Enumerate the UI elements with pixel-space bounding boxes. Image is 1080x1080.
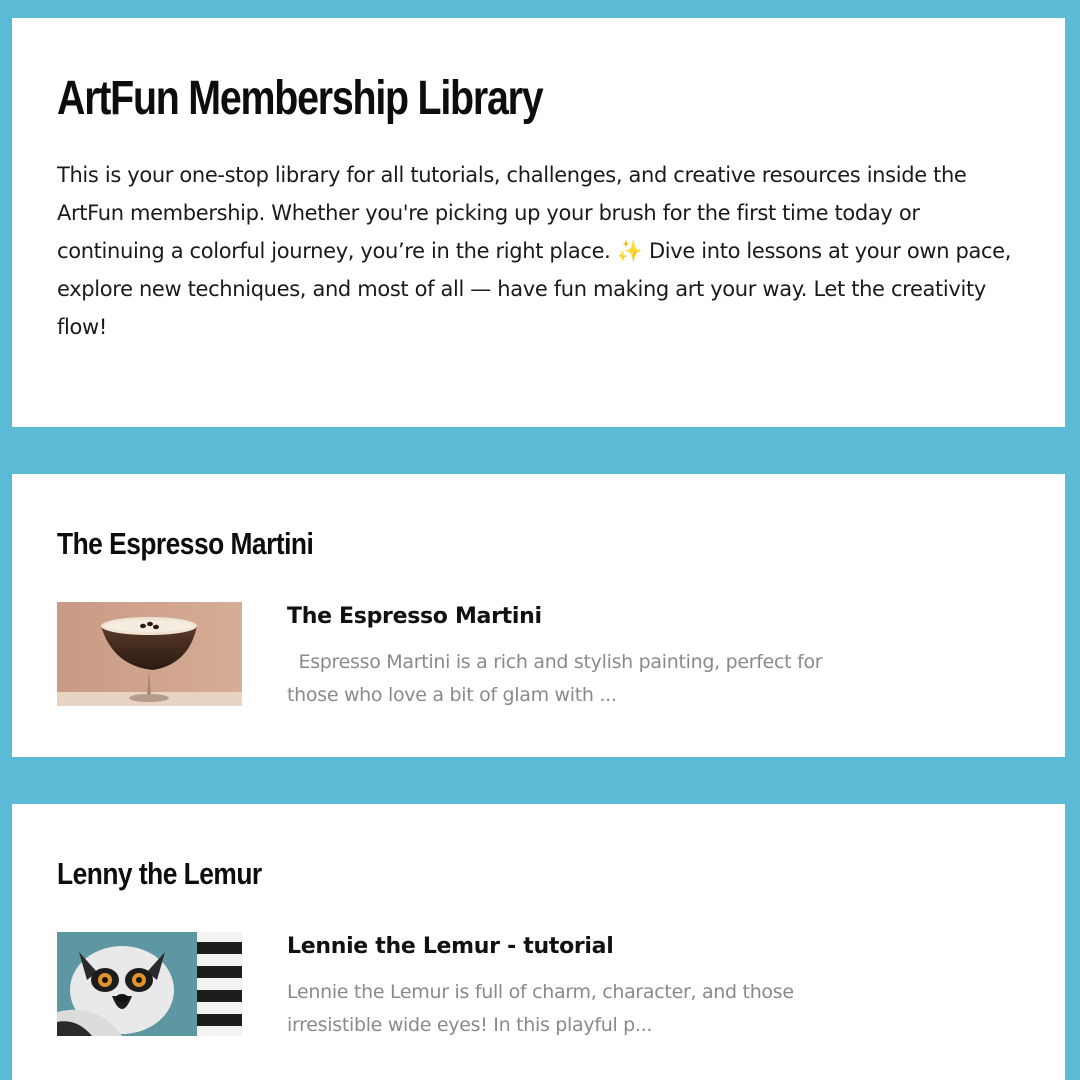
section-title: Lenny the Lemur xyxy=(57,856,262,891)
lemur-thumbnail[interactable] xyxy=(57,932,242,1036)
section-lenny-the-lemur xyxy=(12,804,1065,1080)
intro-text-part-1: This is your one-stop library for all tutorials, challenges, and creative resources inside the ArtFun membership. Whether you're picking up your brush for the first time today or continuing a colorful journey, you’re in the right place. xyxy=(57,163,967,263)
tutorial-title-link[interactable]: Lennie the Lemur - tutorial xyxy=(287,934,614,959)
section-title: The Espresso Martini xyxy=(57,526,314,561)
espresso-martini-thumbnail[interactable] xyxy=(57,602,242,706)
intro-card xyxy=(12,18,1065,427)
intro-text xyxy=(57,156,1025,346)
tutorial-title-link[interactable]: The Espresso Martini xyxy=(287,604,542,629)
section-espresso-martini xyxy=(12,474,1065,757)
tutorial-description: Lennie the Lemur is full of charm, character, and those irresistible wide eyes! In this playful p... xyxy=(287,981,794,1036)
tutorial-description: Espresso Martini is a rich and stylish painting, perfect for those who love a bit of glam with ... xyxy=(287,651,829,706)
page-title: ArtFun Membership Library xyxy=(57,72,543,125)
sparkles-icon: ✨ xyxy=(616,239,643,263)
intro-text-part-2: Dive into lessons at your own pace, explore new techniques, and most of all — have fun making art your way. Let the creativity flow! xyxy=(57,239,1012,339)
